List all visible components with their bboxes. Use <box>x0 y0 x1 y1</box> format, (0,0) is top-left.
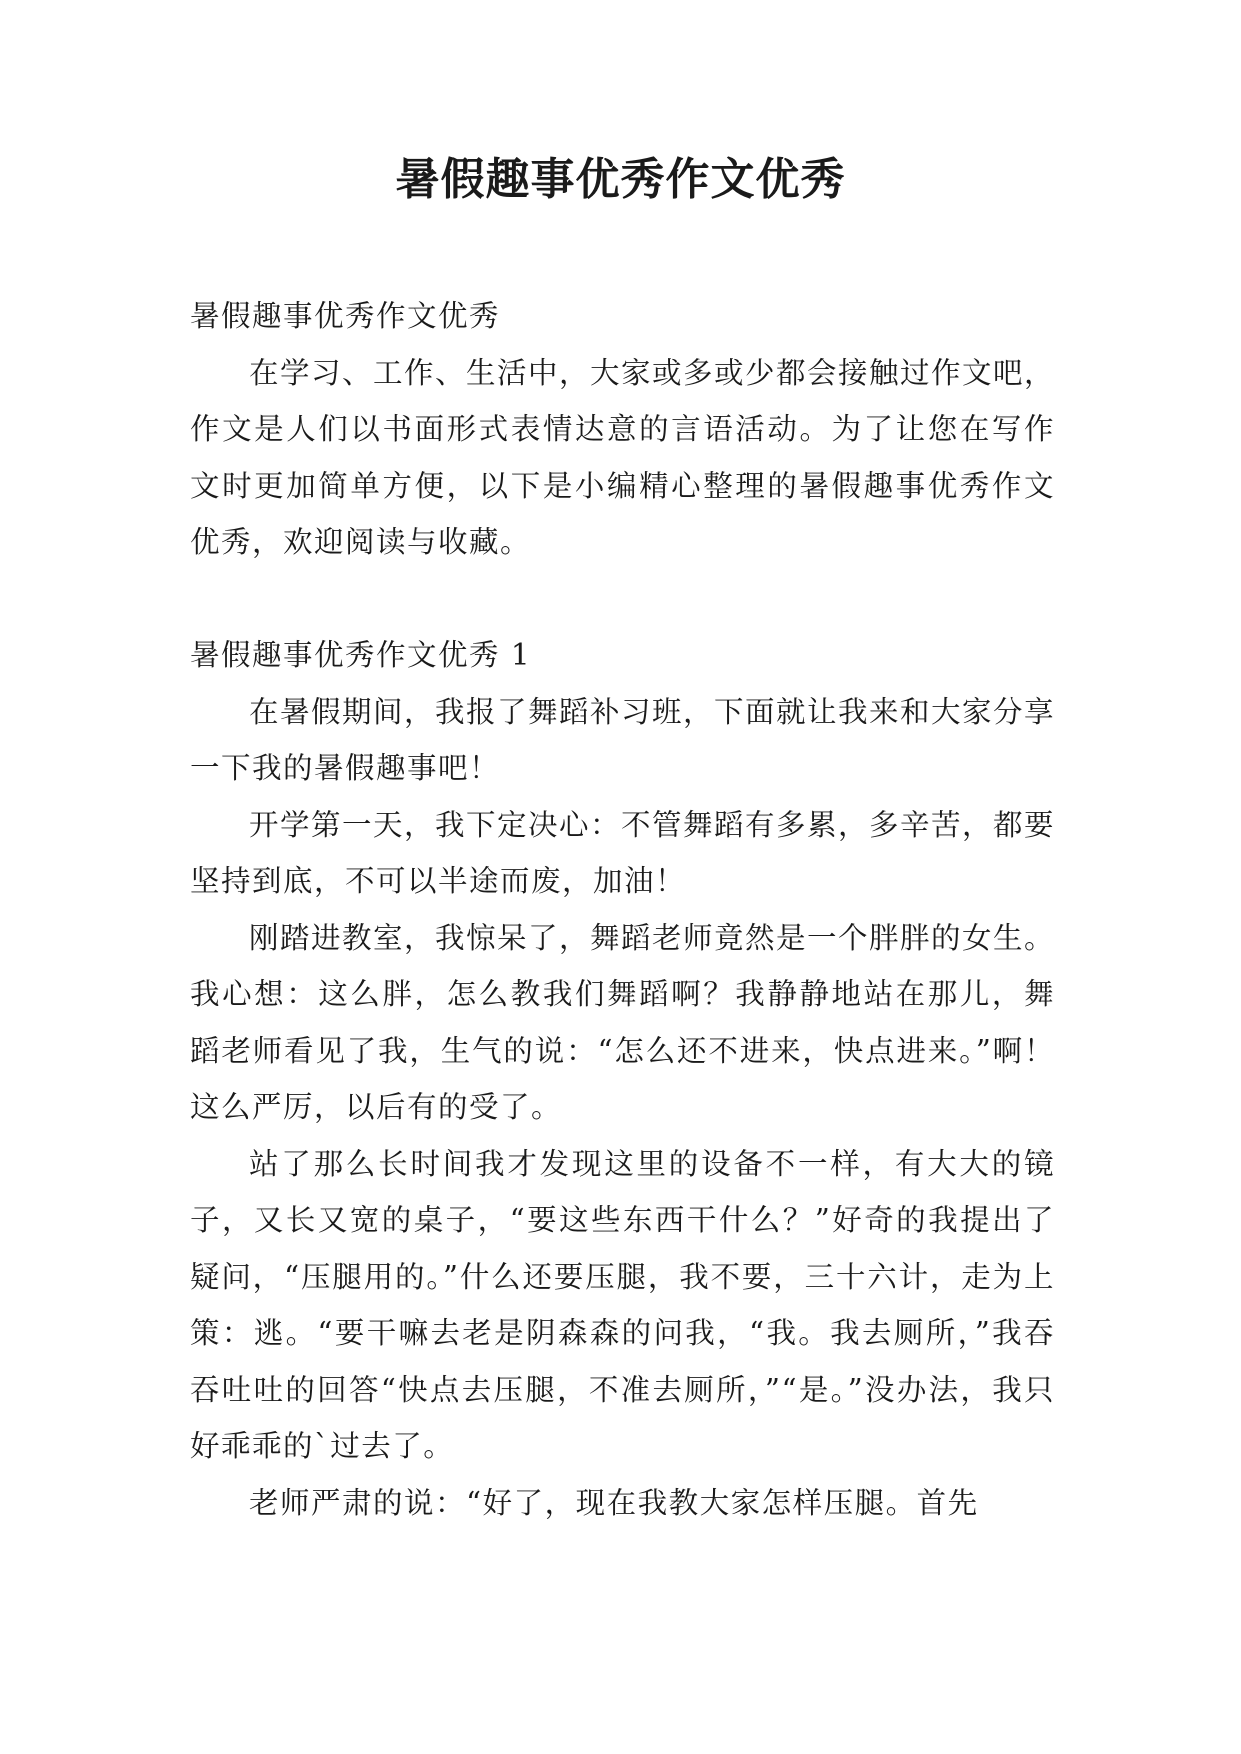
essay-paragraph: 站了那么长时间我才发现这里的设备不一样，有大大的镜子，又长又宽的桌子，“要这些东西干什么？”好奇的我提出了疑问，“压腿用的。”什么还要压腿，我不要，三十六计，走为上策：逃。“要干嘛去老是阴森森的问我，“我。我去厕所，”我吞吞吐吐的回答“快点去压腿，不准去厕所，”“是。”没办法，我只好乖乖的`过去了。 <box>190 1146 1055 1463</box>
section-spacer <box>190 571 1055 628</box>
document-title: 暑假趣事优秀作文优秀 <box>395 154 846 205</box>
intro-heading: 暑假趣事优秀作文优秀 <box>190 299 501 333</box>
section-heading: 暑假趣事优秀作文优秀 1 <box>190 638 532 672</box>
essay-paragraph: 刚踏进教室，我惊呆了，舞蹈老师竟然是一个胖胖的女生。我心想：这么胖，怎么教我们舞蹈啊？我静静地站在那儿，舞蹈老师看见了我，生气的说：“怎么还不进来，快点进来。”啊！这么严厉，以后有的受了。 <box>190 920 1056 1124</box>
document-body <box>190 288 1055 1531</box>
essay-paragraph: 在暑假期间，我报了舞蹈补习班，下面就让我来和大家分享一下我的暑假趣事吧！ <box>190 694 1056 785</box>
essay-paragraph: 开学第一天，我下定决心：不管舞蹈有多累，多辛苦，都要坚持到底，不可以半途而废，加油！ <box>190 807 1056 898</box>
essay-paragraph: 老师严肃的说：“好了，现在我教大家怎样压腿。首先 <box>249 1485 979 1520</box>
intro-paragraph: 在学习、工作、生活中，大家或多或少都会接触过作文吧，作文是人们以书面形式表情达意的言语活动。为了让您在写作文时更加简单方便，以下是小编精心整理的暑假趣事优秀作文优秀，欢迎阅读与收藏。 <box>190 355 1056 559</box>
